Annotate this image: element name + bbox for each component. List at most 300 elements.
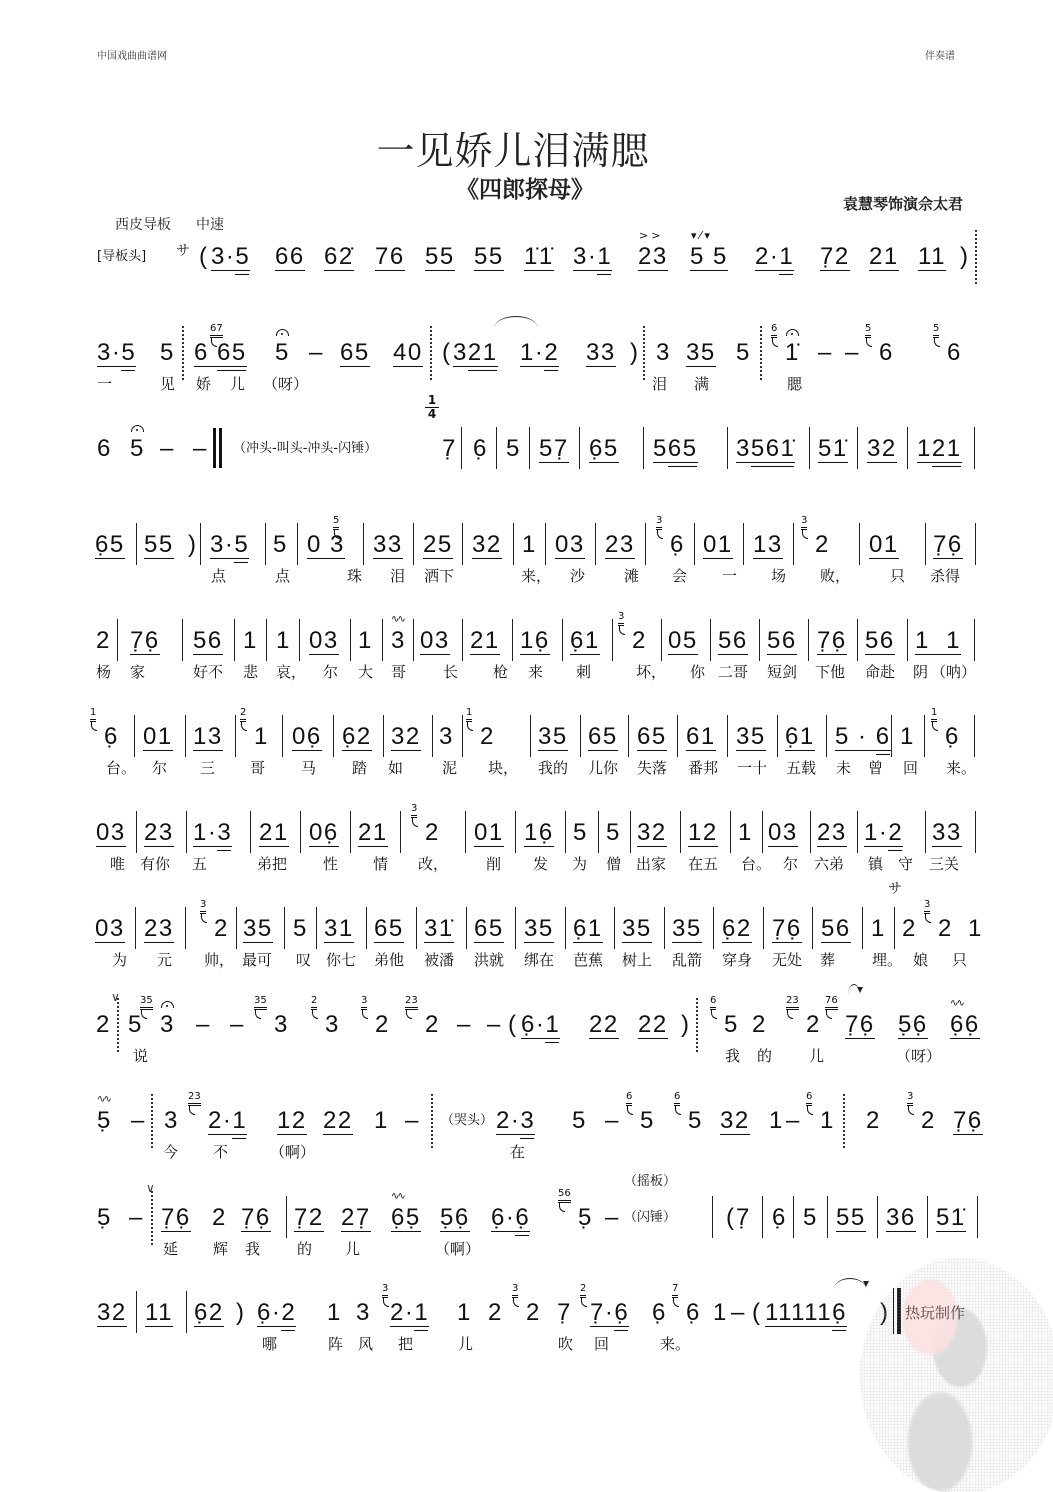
grace-note: 7 [672, 1284, 678, 1298]
grace-note: 23 [188, 1092, 201, 1106]
note-digits: 6 [947, 339, 962, 366]
note-digits: 01 [143, 723, 173, 750]
bracket: ( [508, 1011, 516, 1038]
note-digits: 7̣6̣ [817, 627, 847, 654]
note-digits: 65 [588, 723, 618, 750]
note-group [772, 1205, 787, 1231]
lyric: 风 [358, 1335, 374, 1353]
score-line [0, 229, 1053, 314]
note-group [573, 820, 588, 846]
note-group [277, 1108, 307, 1135]
grace-note: 1 [931, 708, 937, 722]
note-group [866, 1108, 881, 1134]
note-group [637, 724, 667, 751]
barline [810, 811, 811, 853]
barline [710, 619, 711, 661]
note-digits: 2· [496, 1107, 521, 1134]
lyric: 枪 [493, 663, 509, 681]
note-digits: 1 [358, 627, 373, 654]
note-group [618, 611, 647, 654]
note-digits: 32 [472, 531, 502, 558]
barline [185, 907, 186, 949]
lyric: 树上 [622, 951, 653, 969]
note-digits: 7̣6̣ [933, 531, 963, 558]
note-group [96, 628, 111, 654]
note-digits: 2· [755, 243, 780, 270]
note-group [453, 340, 498, 367]
barline [284, 907, 285, 949]
note-digits: 2 [425, 819, 440, 846]
lyric: 三 [200, 759, 216, 777]
barline [565, 907, 566, 949]
barline [136, 811, 137, 853]
note-digits: 65 [374, 915, 404, 942]
lyric: 埋。 [872, 951, 903, 969]
lyric: 一 [97, 375, 113, 393]
note-group [736, 436, 795, 463]
note-group [656, 515, 685, 558]
note-group [144, 916, 174, 943]
note-group [358, 820, 388, 847]
note-digits: 7̣· [590, 1299, 615, 1326]
barline [827, 1196, 828, 1238]
barline [200, 523, 201, 565]
grace-note: 35 [140, 996, 153, 1010]
note-digits-double-underlined: 561̇ [750, 435, 796, 462]
grace-note: 6 [771, 324, 777, 338]
barline [363, 523, 364, 565]
note-digits: 2 [806, 1011, 821, 1038]
note-digits-double-underlined: 3 [520, 1107, 536, 1134]
note-group [968, 916, 983, 942]
note-digits: 7̣6̣ [845, 1011, 875, 1038]
barline [182, 619, 183, 661]
note-digits: 7̣2 [820, 243, 850, 270]
barline [857, 427, 858, 469]
note-digits: 6 [194, 339, 218, 366]
note-digits: 01 [474, 819, 504, 846]
trill-icon [97, 1095, 110, 1105]
barline [595, 523, 596, 565]
note-group [243, 916, 273, 943]
barline [513, 523, 514, 565]
accent-mark: >> [639, 229, 664, 242]
note-group [327, 1300, 342, 1326]
note-group [292, 724, 322, 751]
note-group [738, 820, 753, 846]
note-digits: 56 [193, 627, 223, 654]
lyric: 僧 [606, 855, 622, 873]
note-group [573, 244, 612, 271]
note-group [753, 532, 783, 559]
note-digits: 32 [867, 435, 897, 462]
barline [777, 715, 778, 757]
note-group [936, 1205, 966, 1232]
grace-note: 3 [907, 1092, 913, 1106]
lyric: 儿 [230, 375, 246, 393]
note-digits: 13 [193, 723, 223, 750]
barline [416, 907, 417, 949]
note-digits: 5 [803, 1204, 818, 1231]
note-digits: 16̣ [524, 819, 554, 846]
page-title: 一见娇儿泪满腮 [376, 129, 650, 173]
barline [743, 523, 744, 565]
note-digits: 5 [640, 1107, 655, 1134]
note-group [806, 1091, 835, 1134]
lyric: 出家 [636, 855, 667, 873]
note-group [356, 1300, 371, 1326]
lyric: 为 [572, 855, 588, 873]
note-digits: 51̇ [936, 1204, 966, 1231]
lyric: 我的 [538, 759, 569, 777]
lyric: 泥 [442, 759, 458, 777]
trill-icon [391, 615, 404, 625]
note-group [772, 916, 802, 943]
grace-note: 5 [933, 324, 939, 338]
slur-mark [495, 316, 537, 327]
barline [562, 619, 563, 661]
note-group [311, 995, 340, 1038]
note-digits: 11111 [765, 1299, 833, 1326]
hold-dash: – [487, 1011, 501, 1038]
note-group [309, 628, 339, 655]
barline [286, 1196, 287, 1238]
note-digits: 32 [637, 819, 667, 846]
note-digits: 11 [918, 243, 946, 270]
note-group [825, 995, 875, 1039]
lyric: 在五 [688, 855, 719, 873]
note-digits: 6̣ [772, 1204, 787, 1231]
note-digits-double-underlined: 1 [545, 1011, 561, 1038]
barline [977, 1196, 978, 1238]
lyric: 一十 [737, 759, 768, 777]
watermark-logo-icon [860, 1258, 1053, 1492]
hold-dash: – [196, 1011, 210, 1038]
note-group [588, 724, 618, 751]
note-group [439, 724, 454, 750]
note-digits: 57̣ [539, 435, 569, 462]
score-type-label: 伴奏谱 [925, 51, 955, 62]
note-digits: 33 [586, 339, 616, 366]
note-digits: 21 [869, 243, 899, 270]
grace-note: 2 [240, 708, 246, 722]
lyric: 镇 [868, 855, 884, 873]
barline [614, 907, 615, 949]
accent-mark: ▾⁄▾ [691, 229, 713, 242]
note-digits-double-underlined: 1 [597, 243, 613, 270]
note-group [423, 532, 453, 559]
lyric: 六弟 [814, 855, 845, 873]
lyric: 哥 [391, 663, 407, 681]
note-group [865, 323, 894, 366]
lyric: 如 [388, 759, 404, 777]
barline [579, 427, 580, 469]
hold-dash: – [131, 1107, 145, 1134]
bracket: ) [236, 1299, 244, 1326]
note-digits: 5 [160, 339, 175, 366]
lyric: 点 [211, 567, 227, 585]
note-group [821, 916, 851, 943]
lyric: 命赴 [865, 663, 896, 681]
note-digits: 5̣6̣ [898, 1011, 928, 1038]
note-digits: 5 [506, 435, 521, 462]
note-digits: 32 [720, 1107, 750, 1134]
note-digits: 5 [293, 915, 308, 942]
lyric: 点 [275, 567, 291, 585]
lyric: 娇 [196, 375, 212, 393]
free-rhythm-mark-icon: サ [888, 881, 902, 897]
note-group [674, 1091, 703, 1134]
barline [366, 907, 367, 949]
note-digits: 1 [769, 1107, 784, 1134]
barline [413, 523, 414, 565]
note-digits: 1· [864, 819, 889, 846]
grace-note: 3 [200, 900, 206, 914]
dotted-barline [431, 1094, 433, 1148]
note-group [656, 340, 671, 366]
note-group [144, 532, 174, 559]
note-digits: 1 [254, 723, 269, 750]
barline [350, 619, 351, 661]
note-group [420, 628, 450, 655]
note-digits: 03 [95, 915, 125, 942]
note-digits-double-underlined: 5 [121, 339, 137, 366]
note-group [902, 916, 917, 942]
note-group [254, 995, 289, 1038]
note-digits: 35 [622, 915, 652, 942]
lyric: 五 [192, 855, 208, 873]
barline [645, 523, 646, 565]
barline [925, 811, 926, 853]
note-digits: 2 [902, 915, 917, 942]
barline [185, 715, 186, 757]
barline [763, 907, 764, 949]
note-group [470, 628, 500, 655]
lyric: 回 [903, 759, 919, 777]
grace-note: 3 [361, 996, 367, 1010]
note-group [915, 628, 961, 655]
note-group [488, 1300, 503, 1326]
grace-note: 6 [674, 1092, 680, 1106]
grace-note: 3 [656, 516, 662, 530]
note-group [324, 244, 354, 271]
note-group [558, 1188, 593, 1231]
note-group [752, 1012, 767, 1038]
note-group [836, 1205, 866, 1232]
note-group [933, 323, 962, 366]
note-digits: 6̣ [670, 531, 685, 558]
dotted-barline [643, 326, 645, 380]
score-line [0, 990, 1053, 1082]
grace-note: 1 [466, 708, 472, 722]
lyric: 穿身 [722, 951, 753, 969]
lyric: 儿 [458, 1335, 474, 1353]
barline [282, 715, 283, 757]
note-digits: 2 [96, 627, 111, 654]
note-digits: 06̣ [309, 819, 339, 846]
lyric: 来。 [660, 1335, 691, 1353]
lyric: 家 [130, 663, 146, 681]
barline [234, 619, 235, 661]
note-digits: 55 [474, 243, 504, 270]
dotted-barline [151, 1094, 153, 1148]
note-group [440, 1205, 470, 1232]
note-digits-double-underlined: 5 [235, 243, 251, 270]
grace-note: 2 [580, 1284, 586, 1298]
note-digits: 3· [573, 243, 598, 270]
barline [236, 907, 237, 949]
note-digits: 1 [243, 627, 258, 654]
note-digits: 35 [524, 915, 554, 942]
note-digits: 62̇ [324, 243, 354, 270]
lyric: 性 [323, 855, 339, 873]
note-digits: 35 [243, 915, 273, 942]
note-digits: 23 [144, 819, 174, 846]
note-digits-double-underlined: 1 [232, 1107, 248, 1134]
lyric: 唯 [110, 855, 126, 873]
note-group [145, 1300, 173, 1327]
note-digits: 7̣6̣ [161, 1204, 191, 1231]
note-digits: 5 [724, 1011, 739, 1038]
note-group [918, 244, 946, 271]
barline [382, 619, 383, 661]
barline [793, 1196, 794, 1238]
note-digits: 3 [164, 1107, 179, 1134]
note-group [672, 916, 702, 943]
note-digits: 5 [572, 1107, 587, 1134]
note-digits: 5 [130, 435, 145, 462]
lyric: 杀得 [930, 567, 961, 585]
note-group [474, 820, 504, 847]
note-group [193, 820, 232, 847]
note-digits: 55 [836, 1204, 866, 1231]
note-group [275, 244, 305, 271]
lyric: 长 [443, 663, 459, 681]
note-digits: 5 [688, 1107, 703, 1134]
note-group [718, 628, 748, 655]
note-digits: 2 [212, 1204, 227, 1231]
note-digits: 56 [821, 915, 851, 942]
note-group [668, 628, 698, 655]
note-group [524, 244, 554, 271]
note-digits: 3 [736, 435, 751, 462]
lyric: 来。 [946, 759, 977, 777]
note-digits: 6̣1 [573, 915, 603, 942]
note-digits: 6̣· [521, 1011, 546, 1038]
bracket: ) [630, 339, 638, 366]
grace-note: 76 [825, 996, 838, 1010]
note-digits: 6̣· [491, 1204, 516, 1231]
score-line [0, 707, 1053, 794]
grace-note: 5 [865, 324, 871, 338]
note-group [869, 244, 899, 271]
note-group [96, 1012, 111, 1038]
barline [712, 1196, 713, 1238]
note-digits: 3 [656, 339, 671, 366]
note-group [520, 628, 550, 655]
lyric: （呐） [931, 663, 977, 681]
score-line [0, 1091, 1053, 1178]
grace-note: 6 [806, 1092, 812, 1106]
lyric: 马 [301, 759, 317, 777]
note-group [871, 916, 886, 942]
note-digits: 33 [932, 819, 962, 846]
note-digits: 35 [736, 723, 766, 750]
note-group [425, 244, 455, 271]
lyric: 三关 [929, 855, 960, 873]
barline [891, 715, 892, 757]
note-digits-double-underlined: 21 [931, 435, 962, 462]
note-group [275, 340, 290, 366]
barline [299, 619, 300, 661]
note-digits: 22 [638, 1011, 668, 1038]
note-digits: 32 [97, 1299, 127, 1326]
lyric: 尔 [152, 759, 168, 777]
note-digits: 6 [879, 339, 894, 366]
note-group [143, 724, 173, 751]
note-group [736, 1205, 751, 1231]
note-group [520, 340, 559, 367]
lyric: 洪就 [474, 951, 505, 969]
note-group [586, 340, 616, 367]
note-group [626, 1091, 655, 1134]
note-digits: 1 [522, 531, 537, 558]
note-digits: 2 [425, 1011, 440, 1038]
note-group [276, 628, 291, 654]
note-group [211, 244, 250, 271]
note-digits: 5 · [835, 723, 876, 750]
note-digits: 1 [820, 1107, 835, 1134]
barline [512, 619, 513, 661]
lyric: 辉 [213, 1240, 229, 1258]
note-digits: 1 [900, 723, 915, 750]
barline [515, 811, 516, 853]
note-digits: 2 [488, 1299, 503, 1326]
note-group [161, 1205, 191, 1232]
barline [400, 811, 401, 853]
note-digits: 23 [638, 243, 668, 270]
barline [680, 811, 681, 853]
performer-credit: 袁慧琴饰演佘太君 [843, 195, 964, 213]
lyric: 儿 [809, 1047, 825, 1065]
barline [300, 811, 301, 853]
lyric: 洒下 [424, 567, 455, 585]
grace-note: 2 [311, 996, 317, 1010]
lyric: 最可 [242, 951, 273, 969]
lyric: 哪 [262, 1335, 278, 1353]
lyric: 为 [112, 951, 128, 969]
note-digits: 2 [815, 531, 830, 558]
note-group [164, 1108, 179, 1134]
note-group [931, 707, 960, 750]
lyric: 会 [672, 567, 688, 585]
note-group [932, 820, 962, 847]
note-group [769, 1108, 784, 1134]
barline [974, 427, 975, 469]
note-digits: 3 [325, 1011, 340, 1038]
breath-mark-icon: ∨ [146, 1181, 155, 1195]
fermata-icon [276, 329, 289, 336]
note-digits: 6̣5 [95, 531, 125, 558]
lyric: 你 [690, 663, 706, 681]
note-group [771, 323, 800, 366]
note-group [713, 1300, 728, 1326]
note-group [391, 628, 406, 654]
free-rhythm-mark-icon: サ [176, 243, 190, 259]
note-digits: 01 [703, 531, 733, 558]
hold-dash: – [405, 1107, 419, 1134]
note-digits: 3 [274, 1011, 289, 1038]
